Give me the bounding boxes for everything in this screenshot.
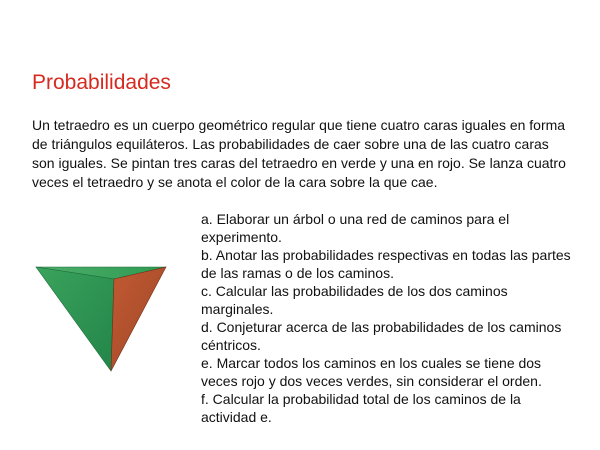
- task-list: [201, 210, 576, 426]
- task-item-e: e. Marcar todos los caminos en los cuales se tiene dos veces rojo y dos veces verdes, sin considerar el orden.: [201, 355, 542, 389]
- task-item-c: c. Calcular las probabilidades de los dos caminos marginales.: [201, 283, 508, 317]
- task-item-d: d. Conjeturar acerca de las probabilidades de los caminos céntricos.: [201, 319, 562, 353]
- tetrahedron-icon: [32, 265, 172, 375]
- task-item-f: f. Calcular la probabilidad total de los caminos de la actividad e.: [201, 391, 521, 425]
- page-title: Probabilidades: [32, 71, 171, 94]
- task-item-b: b. Anotar las probabilidades respectivas en todas las partes de las ramas o de los caminos.: [201, 247, 571, 281]
- tetrahedron-front-face: [36, 267, 114, 371]
- task-item-a: a. Elaborar un árbol o una red de caminos para el experimento.: [201, 211, 510, 245]
- intro-paragraph: Un tetraedro es un cuerpo geométrico regular que tiene cuatro caras iguales en forma de triángulos equiláteros. Las probabilidades de caer sobre una de las cuatro caras son iguales. Se pintan tres caras del tetraedro en verde y una en rojo. Se lanza cuatro veces el tetraedro y se anota el color de la cara sobre la que cae.: [32, 117, 566, 190]
- tetrahedron-side-face: [111, 267, 166, 371]
